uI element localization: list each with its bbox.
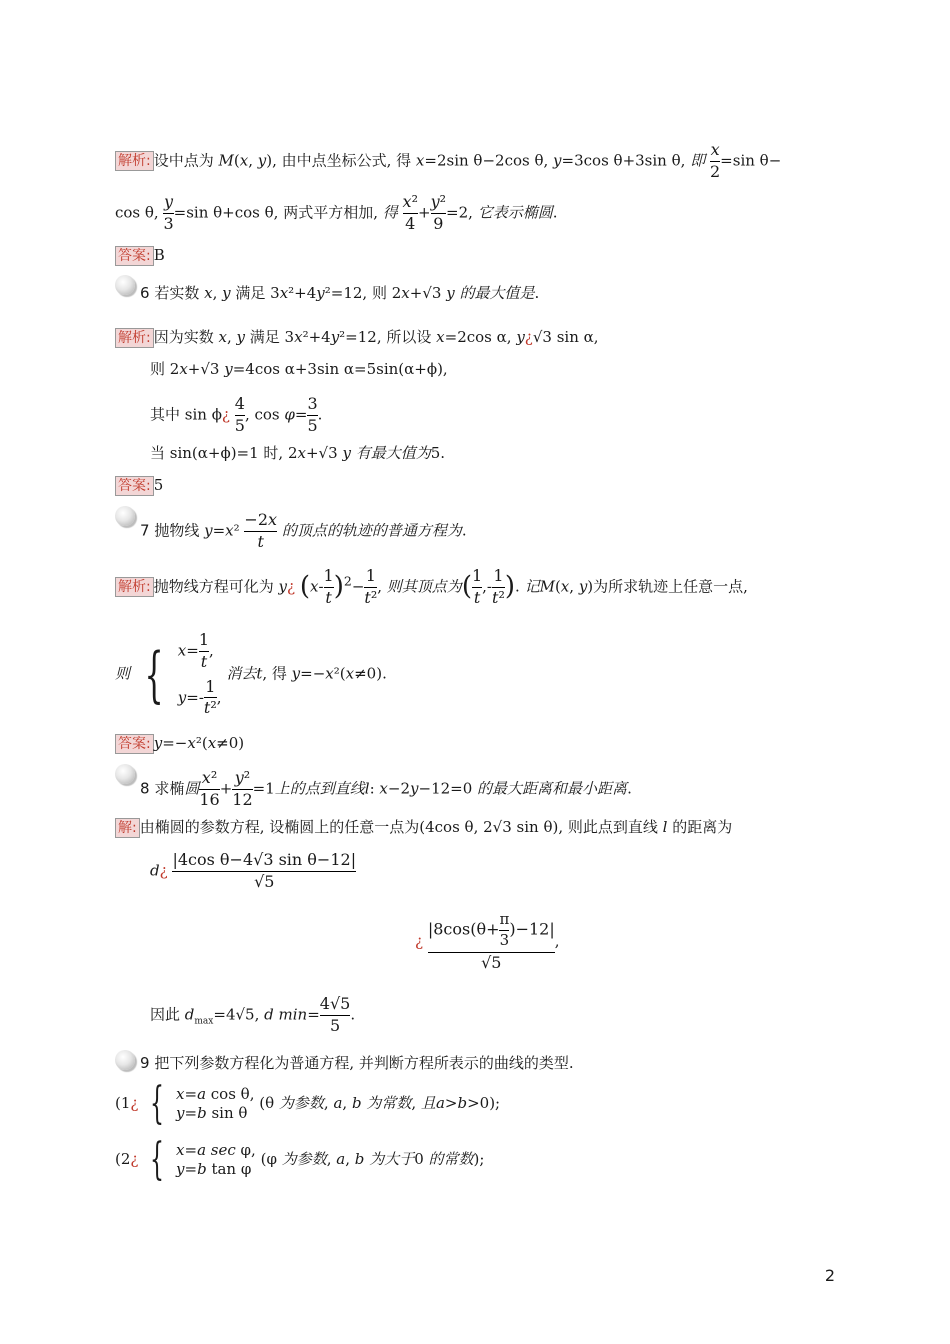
question-9-part-1: (1¿ { x=a cos θ, y=b sin θ (θ 为参数, a, b 为常数, 且a>b>0); bbox=[115, 1078, 501, 1129]
question-7: 7 抛物线 y=x² $\frac{-2x}{t}$ 的顶点的轨迹的普通方程为. bbox=[140, 510, 467, 551]
answer-6: 答案: 5 bbox=[115, 476, 163, 496]
analysis-6-line-1: 解析: 因为实数 x, y 满足 3x²+4y²=12, 所以设 x=2cos α, y¿√3 sin α, bbox=[115, 328, 599, 348]
analysis-8-line-4: 因此 $d_{max}=4√5$, d min= $\frac{4√5}{5}$ . bbox=[150, 994, 356, 1035]
analysis-7-line-2: 则 { x= $\frac{1}{t}$ , y=- $\frac{1}{\text{t²}}$ , 消去t, 得 y=−x²(x≠0). bbox=[115, 630, 387, 718]
analysis-7-line-1: 解析: 抛物线方程可化为 y¿ (x- $\frac{1}{t}$ )$^2$− $\frac{1}{\text{t²}}$ , 则其顶点为( $\frac{1}{t}$ ,- $\frac{1}{\text{t²}}$ ). 记M(x, y)为所求轨迹上任意一点, bbox=[115, 566, 748, 609]
answer-7: 答案: y=−x²(x≠0) bbox=[115, 734, 244, 754]
page-number: 2 bbox=[824, 1266, 835, 1285]
analysis-6-line-4: 当 sin(α+ϕ)=1 时, 2x+√3 y 有最大值为5. bbox=[150, 444, 446, 462]
analysis-line-1: 解析: 设中点为 M(x, y), 由中点坐标公式, 得 x=2sin θ−2cos θ, y=3cos θ+3sin θ, 即 $\frac{x}{2}$ =sin θ− bbox=[115, 140, 781, 183]
question-6-bullet bbox=[115, 275, 135, 295]
analysis-line-2: cos θ, $\frac{y}{3}$ =sin θ+cos θ, 两式平方相加, 得 $\frac{\text{x²}}{4}$ + $\frac{\text{y²}}{9}$ =2, 它表示椭圆. bbox=[115, 192, 558, 233]
question-9: 9 把下列参数方程化为普通方程, 并判断方程所表示的曲线的类型. bbox=[140, 1054, 574, 1072]
question-9-bullet bbox=[115, 1050, 135, 1070]
question-6: 6 若实数 x, y 满足 3x²+4y²=12, 则 2x+√3 y 的最大值是. bbox=[140, 284, 540, 302]
question-8-bullet bbox=[115, 764, 135, 784]
analysis-6-line-2: 则 2x+√3 y=4cos α+3sin α=5sin(α+ϕ), bbox=[150, 360, 448, 378]
question-7-bullet bbox=[115, 506, 135, 526]
analysis-8-line-3: ¿ |8cos(θ+ $\frac{\pi}{3}$ )−12| √5 , bbox=[415, 910, 560, 972]
analysis-6-line-3: 其中 sin ϕ¿ $\frac{4}{5}$ , cos φ= $\frac{3}{5}$ . bbox=[150, 394, 323, 435]
answer-5: 答案: B bbox=[115, 246, 165, 266]
question-8: 8 求椭圆 $\frac{\text{x²}}{16}$ + $\frac{\text{y²}}{12}$ =1上的点到直线l: x−2y−12=0 的最大距离和最小距离. bbox=[140, 768, 632, 809]
analysis-8-line-1: 解: 由椭圆的参数方程, 设椭圆上的任意一点为(4cos θ, 2√3 sin θ), 则此点到直线 l 的距离为 bbox=[115, 818, 732, 838]
question-9-part-2: (2¿ { x=a sec φ, y=b tan φ (φ 为参数, a, b 为大于0 的常数); bbox=[115, 1134, 485, 1185]
analysis-8-line-2: d¿ $\frac{\text{|4cos θ−4√3 sin θ−12|}}{√5}$ bbox=[150, 850, 357, 891]
